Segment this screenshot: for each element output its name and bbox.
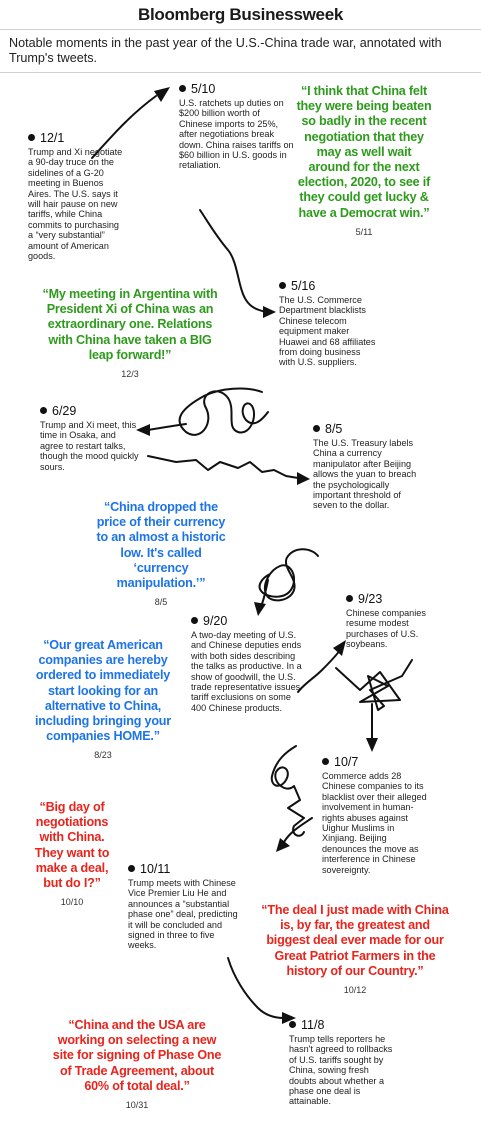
event-date: 8/5 xyxy=(313,422,423,436)
tweet-quote-8-23 xyxy=(28,638,178,764)
event-text: U.S. ratchets up duties on $200 billion worth of Chinese imports to 25%, after negotiations break down. China raises tariffs on $60 billion in U.S. goods in retaliation. xyxy=(179,98,294,171)
tweet-text: “I think that China felt they were being beaten so badly in the recent negotiation that they may as well wait around for the next election, 2020, to see if they could get lucky & have a Democrat win.” xyxy=(296,84,432,220)
arrowhead-8-5 xyxy=(297,472,310,485)
arrowhead-10-7 xyxy=(366,738,378,752)
arrowhead-9-23 xyxy=(333,640,346,656)
tweet-quote-10-10 xyxy=(26,800,118,910)
event-11-8 xyxy=(289,1018,393,1107)
arrowhead-10-11 xyxy=(276,838,290,852)
event-text: Trump meets with Chinese Vice Premier Liu He and announces a “substantial phase one” deal, predicting it will be concluded and signed in three to five weeks. xyxy=(128,878,238,951)
arrow-to-6-29 xyxy=(148,424,186,430)
tweet-date: 8/5 xyxy=(154,597,168,608)
tweet-quote-10-31 xyxy=(52,1018,222,1113)
event-text: The U.S. Treasury labels China a currency manipulator after Beijing allows the yuan to breach the psychologically important threshold of seven to the dollar. xyxy=(313,438,417,511)
event-date: 9/23 xyxy=(346,592,446,606)
intro-divider xyxy=(0,72,481,73)
event-6-29 xyxy=(40,404,140,472)
event-date: 5/16 xyxy=(279,279,379,293)
event-date: 10/7 xyxy=(322,755,430,769)
event-10-11 xyxy=(128,862,240,951)
event-date: 10/11 xyxy=(128,862,240,876)
event-text: Chinese companies resume modest purchases of U.S. soybeans. xyxy=(346,608,426,650)
event-text: Trump and Xi meet, this time in Osaka, and agree to restart talks, though the mood quickly sours. xyxy=(40,420,139,472)
tweet-quote-10-12 xyxy=(258,903,452,998)
header-divider xyxy=(0,29,481,30)
event-9-23 xyxy=(346,592,446,650)
tweet-quote-5-11 xyxy=(296,84,432,240)
intro-text: Notable moments in the past year of the U.S.-China trade war, annotated with Trump's tweets. xyxy=(9,36,442,65)
tweet-date: 8/23 xyxy=(94,750,112,761)
zigzag-6-29-to-8-5 xyxy=(148,456,298,478)
event-5-10 xyxy=(179,82,295,171)
tweet-text: “The deal I just made with China is, by far, the greatest and biggest deal ever made for our Great Patriot Farmers in the history of our Country.” xyxy=(261,903,449,978)
event-10-7 xyxy=(322,755,430,875)
event-date: 9/20 xyxy=(191,614,303,628)
event-12-1 xyxy=(28,131,123,261)
tweet-text: “My meeting in Argentina with President Xi of China was an extraordinary one. Relations with China have taken a BIG leap forward!” xyxy=(42,287,218,362)
event-date: 5/10 xyxy=(179,82,295,96)
scribble-loops-5-16-to-6-29 xyxy=(180,389,268,435)
arrow-to-10-11 xyxy=(284,818,312,842)
tweet-date: 5/11 xyxy=(355,226,373,237)
arrow-9-20-to-9-23 xyxy=(298,650,340,692)
tweet-text: “China dropped the price of their currency to an almost a historic low. It's called ‘currency manipulation.’” xyxy=(96,500,226,591)
tweet-text: “China and the USA are working on selecting a new site for signing of Phase One of Trade Agreement, about 60% of total deal.” xyxy=(52,1018,222,1093)
tweet-date: 10/10 xyxy=(60,897,84,908)
arrowhead-5-10 xyxy=(154,87,170,102)
event-text: Commerce adds 28 Chinese companies to its blacklist over their alleged involvement in human-rights abuses against Uighur Muslims in Xinjiang. Beijing denounces the move as interference in Chinese sovereignty. xyxy=(322,771,427,875)
event-text: The U.S. Commerce Department blacklists Chinese telecom equipment maker Huawei and 68 affiliates from doing business with U.S. suppliers. xyxy=(279,295,376,368)
tweet-date: 10/31 xyxy=(125,1100,149,1111)
event-date: 11/8 xyxy=(289,1018,393,1032)
brand-title: Bloomberg Businessweek xyxy=(137,5,344,24)
event-text: Trump tells reporters he hasn't agreed to rollbacks of U.S. tariffs sought by China, sowing fresh doubts about whether a phase one deal is attainable. xyxy=(289,1034,393,1107)
tweet-quote-8-5 xyxy=(94,500,228,610)
event-text: A two-day meeting of U.S. and Chinese deputies ends with both sides describing the talks as productive. In a show of goodwill, the U.S. trade representative issues tariff exclusions on some 400 Chinese products. xyxy=(191,630,302,713)
tweet-text: “Big day of negotiations with China. They want to make a deal, but do I?” xyxy=(34,800,110,891)
event-text: Trump and Xi negotiate a 90-day truce on the sidelines of a G-20 meeting in Buenos Aires. The U.S. says it will hair pause on new tariffs, while China commits to purchasing a “very substantial” amount of American goods. xyxy=(28,147,123,262)
event-5-16 xyxy=(279,279,379,368)
tweet-date: 12/3 xyxy=(121,369,139,380)
event-9-20 xyxy=(191,614,303,713)
tweet-text: “Our great American companies are hereby ordered to immediately start looking for an alternative to China, including bringing your companies HOME.” xyxy=(34,638,172,744)
tweet-quote-12-3 xyxy=(38,287,222,382)
scribble-10-7-to-10-11 xyxy=(272,746,304,836)
tweet-date: 10/12 xyxy=(343,985,367,996)
arrowhead-5-16 xyxy=(263,306,276,318)
event-8-5 xyxy=(313,422,423,511)
event-date: 12/1 xyxy=(28,131,123,145)
event-date: 6/29 xyxy=(40,404,140,418)
scribble-9-23-to-10-7 xyxy=(336,660,412,710)
squiggle-8-5-to-9-20 xyxy=(260,549,318,604)
